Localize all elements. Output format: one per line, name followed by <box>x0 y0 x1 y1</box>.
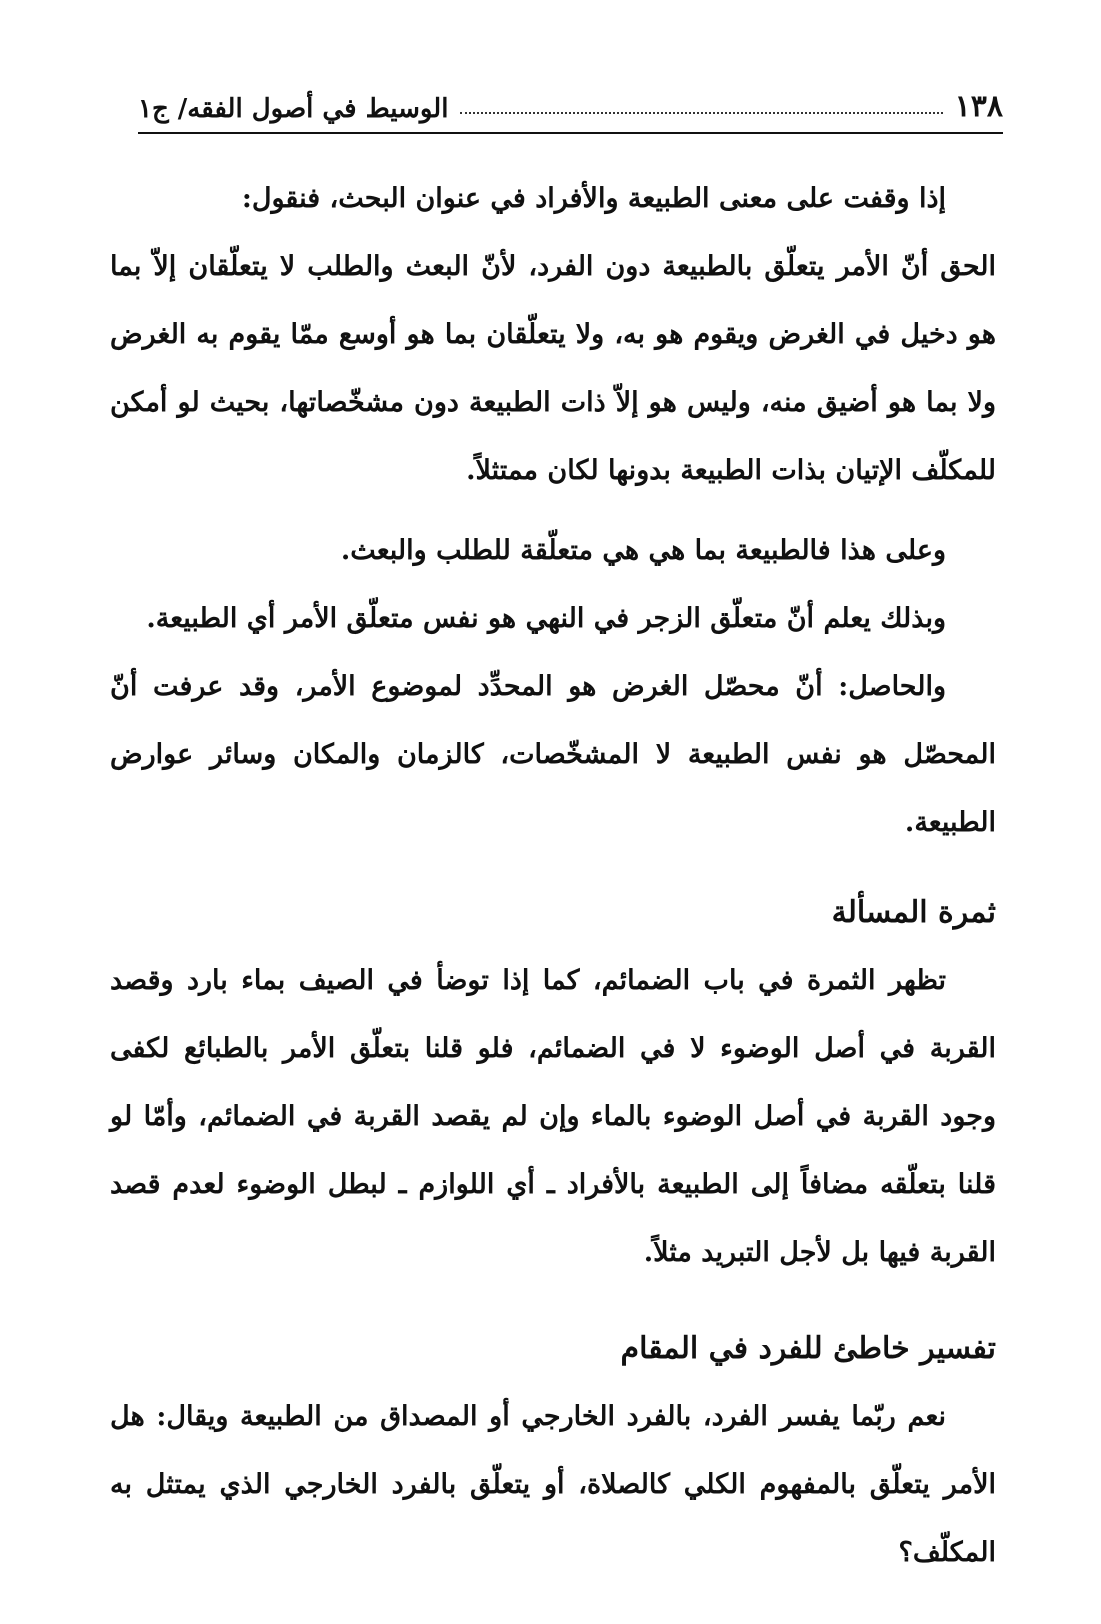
paragraph-fruit: تظهر الثمرة في باب الضمائم، كما إذا توضأ في الصيف بماء بارد وقصد القربة في أصل الوضوء لا في الضمائم، فلو قلنا بتعلّق الأمر بالطبائع لكفى وجود القربة في أصل الوضوء بالماء وإن لم يقصد القربة في الضمائم، وأمّا لو قلنا بتعلّقه مضافاً إلى الطبيعة بالأفراد ـ أي اللوازم ـ لبطل الوضوء لعدم قصد القربة فيها بل لأجل التبريد مثلاً. <box>110 965 996 1268</box>
paragraph-summary: والحاصل: أنّ محصّل الغرض هو المحدِّد لموضوع الأمر، وقد عرفت أنّ المحصّل هو نفس الطبيعة لا المشخّصات، كالزمان والمكان وسائر عوارض الطبيعة. <box>110 671 996 838</box>
paragraph-truth: الحق أنّ الأمر يتعلّق بالطبيعة دون الفرد، لأنّ البعث والطلب لا يتعلّقان إلاّ بما هو دخيل في الغرض ويقوم هو به، ولا يتعلّقان بما هو أوسع ممّا يقوم به الغرض ولا بما هو أضيق منه، وليس هو إلاّ ذات الطبيعة دون مشخّصاتها، بحيث لو أمكن للمكلّف الإتيان بذات الطبيعة بدونها لكان ممتثلاً. <box>110 251 996 486</box>
page-body <box>110 165 996 1587</box>
page-number: ١٣٨ <box>954 89 1003 124</box>
paragraph-conclusion: وعلى هذا فالطبيعة بما هي هي متعلّقة للطلب والبعث. <box>340 535 946 566</box>
running-header <box>138 88 1003 134</box>
section-heading-misinterpretation: تفسير خاطئ للفرد في المقام <box>620 1331 996 1366</box>
section-heading-fruit: ثمرة المسألة <box>831 895 996 930</box>
paragraph-prohibition: وبذلك يعلم أنّ متعلّق الزجر في النهي هو نفس متعلّق الأمر أي الطبيعة. <box>146 603 946 634</box>
paragraph-misinterpretation: نعم ربّما يفسر الفرد، بالفرد الخارجي أو المصداق من الطبيعة ويقال: هل الأمر يتعلّق بالمفهوم الكلي كالصلاة، أو يتعلّق بالفرد الخارجي الذي يمتثل به المكلّف؟ <box>110 1401 996 1568</box>
book-title: الوسيط في أصول الفقه/ ج١ <box>138 94 449 124</box>
paragraph-intro: إذا وقفت على معنى الطبيعة والأفراد في عنوان البحث، فنقول: <box>241 183 946 214</box>
header-dot-leader <box>460 112 942 114</box>
